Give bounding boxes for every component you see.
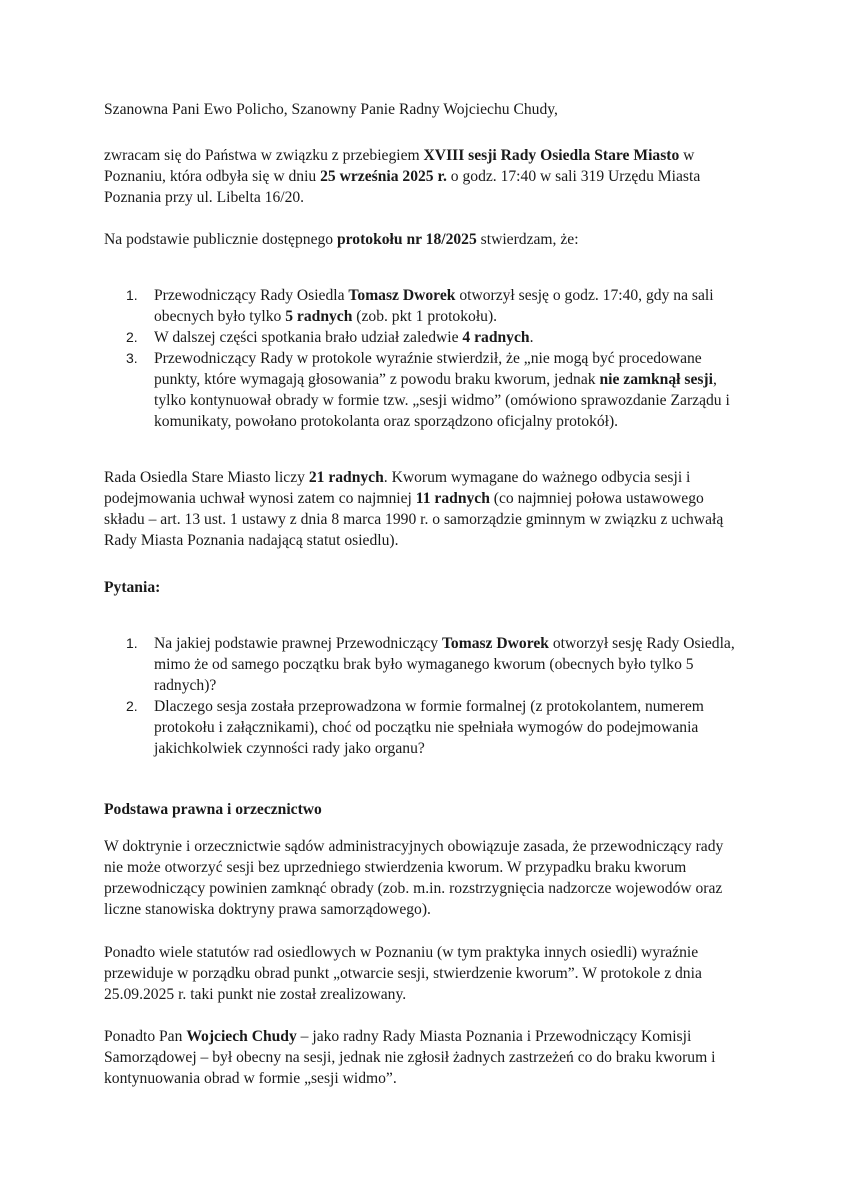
- quorum-text: (co najmniej połowa ustawowego składu – art. 13 ust. 1 ustawy z dnia 8 marca 1990 r. o samorządzie gminnym w związku z uchwałą Rady Miasta Poznania nadającą statut osiedlu).: [104, 490, 724, 549]
- finding-text: , tylko kontynuował obrady w formie tzw. „sesji widmo” (omówiono sprawozdanie Zarządu i komunikaty, powołano protokolanta oraz sporządzono oficjalny protokół).: [154, 371, 730, 430]
- legal-text: – jako radny Rady Miasta Poznania i Przewodniczący Komisji Samorządowej – był obecny na sesji, jednak nie zgłosił żadnych zastrzeżeń co do braku kworum i kontynuowania obrad w formie „sesji widmo”.: [104, 1028, 716, 1087]
- finding-text: otworzył sesję o godz. 17:40, gdy na sali obecnych było tylko: [154, 287, 714, 325]
- basis-text-1: Na podstawie publicznie dostępnego: [104, 231, 337, 248]
- finding-chairman-name: Tomasz Dworek: [348, 287, 456, 304]
- finding-number: 1.: [126, 287, 138, 303]
- intro-session-date: 25 września 2025 r.: [320, 168, 447, 185]
- question-text: otworzył sesję Rady Osiedla, mimo że od samego początku brak było wymaganego kworum (obecnych było tylko 5 radnych)?: [154, 635, 735, 694]
- legal-paragraph-2: Ponadto wiele statutów rad osiedlowych w Poznaniu (w tym praktyka innych osiedli) wyraźnie przewiduje w porządku obrad punkt „otwarcie sesji, stwierdzenie kworum”. W protokole z dnia 25.09.2025 r. taki punkt nie został zrealizowany.: [104, 944, 702, 1003]
- legal-paragraph-1: W doktrynie i orzecznictwie sądów administracyjnych obowiązuje zasada, że przewodniczący rady nie może otworzyć sesji bez uprzedniego stwierdzenia kworum. W przypadku braku kworum przewodniczący powinien zamknąć obrady (zob. m.in. rozstrzygnięcia nadzorcze wojewodów oraz liczne stanowiska doktryny prawa samorządowego).: [104, 838, 724, 918]
- quorum-required-count: 11 radnych: [415, 490, 490, 507]
- question-item: [104, 633, 744, 696]
- question-chairman-name: Tomasz Dworek: [441, 635, 549, 652]
- councillor-name: Wojciech Chudy: [186, 1028, 297, 1045]
- questions-heading: Pytania:: [104, 579, 161, 596]
- finding-item: [104, 285, 744, 327]
- finding-number: 2.: [126, 329, 138, 345]
- quorum-text: Rada Osiedla Stare Miasto liczy: [104, 469, 309, 486]
- finding-text: W dalszej części spotkania brało udział zaledwie: [154, 329, 463, 346]
- finding-text: (zob. pkt 1 protokołu).: [352, 308, 498, 325]
- basis-paragraph: [104, 229, 744, 250]
- intro-text-3: o godz. 17:40 w sali 319 Urzędu Miasta Poznania przy ul. Libelta 16/20.: [104, 168, 701, 206]
- finding-text: .: [529, 329, 534, 346]
- finding-text: Przewodniczący Rady Osiedla: [154, 287, 349, 304]
- quorum-paragraph: [104, 467, 744, 551]
- finding-number: 3.: [126, 350, 138, 366]
- finding-item: [104, 348, 744, 432]
- basis-text-2: stwierdzam, że:: [476, 231, 579, 248]
- findings-list: [104, 285, 744, 432]
- question-text: Na jakiej podstawie prawnej Przewodniczący: [154, 635, 442, 652]
- intro-paragraph: [104, 145, 744, 208]
- quorum-text: . Kworum wymagane do ważnego odbycia sesji i podejmowania uchwał wynosi zatem co najmniej: [104, 469, 691, 507]
- question-item: [104, 696, 744, 759]
- finding-present-count: 4 radnych: [462, 329, 530, 346]
- intro-text-2: w Poznaniu, która odbyła się w dniu: [104, 147, 695, 185]
- finding-emphasis: nie zamknął sesji: [599, 371, 713, 388]
- basis-protocol-number: protokołu nr 18/2025: [336, 231, 477, 248]
- legal-text: Ponadto Pan: [104, 1028, 187, 1045]
- salutation: Szanowna Pani Ewo Policho, Szanowny Panie Radny Wojciechu Chudy,: [104, 101, 558, 118]
- quorum-total-count: 21 radnych: [308, 469, 384, 486]
- finding-present-count: 5 radnych: [285, 308, 353, 325]
- finding-item: [104, 327, 744, 348]
- question-text: Dlaczego sesja została przeprowadzona w formie formalnej (z protokolantem, numerem protokołu i załącznikami), choć od początku nie spełniała wymogów do podejmowania jakichkolwiek czynności rady jako organu?: [154, 698, 704, 757]
- questions-list: [104, 633, 744, 759]
- legal-heading: Podstawa prawna i orzecznictwo: [104, 801, 322, 818]
- legal-paragraph-3: [104, 1026, 744, 1089]
- finding-text: Przewodniczący Rady w protokole wyraźnie stwierdził, że „nie mogą być procedowane punkty, które wymagają głosowania” z powodu braku kworum, jednak: [154, 350, 702, 388]
- question-number: 1.: [126, 635, 138, 651]
- intro-text-1: zwracam się do Państwa w związku z przebiegiem: [104, 147, 424, 164]
- question-number: 2.: [126, 698, 138, 714]
- intro-session-name: XVIII sesji Rady Osiedla Stare Miasto: [423, 147, 680, 164]
